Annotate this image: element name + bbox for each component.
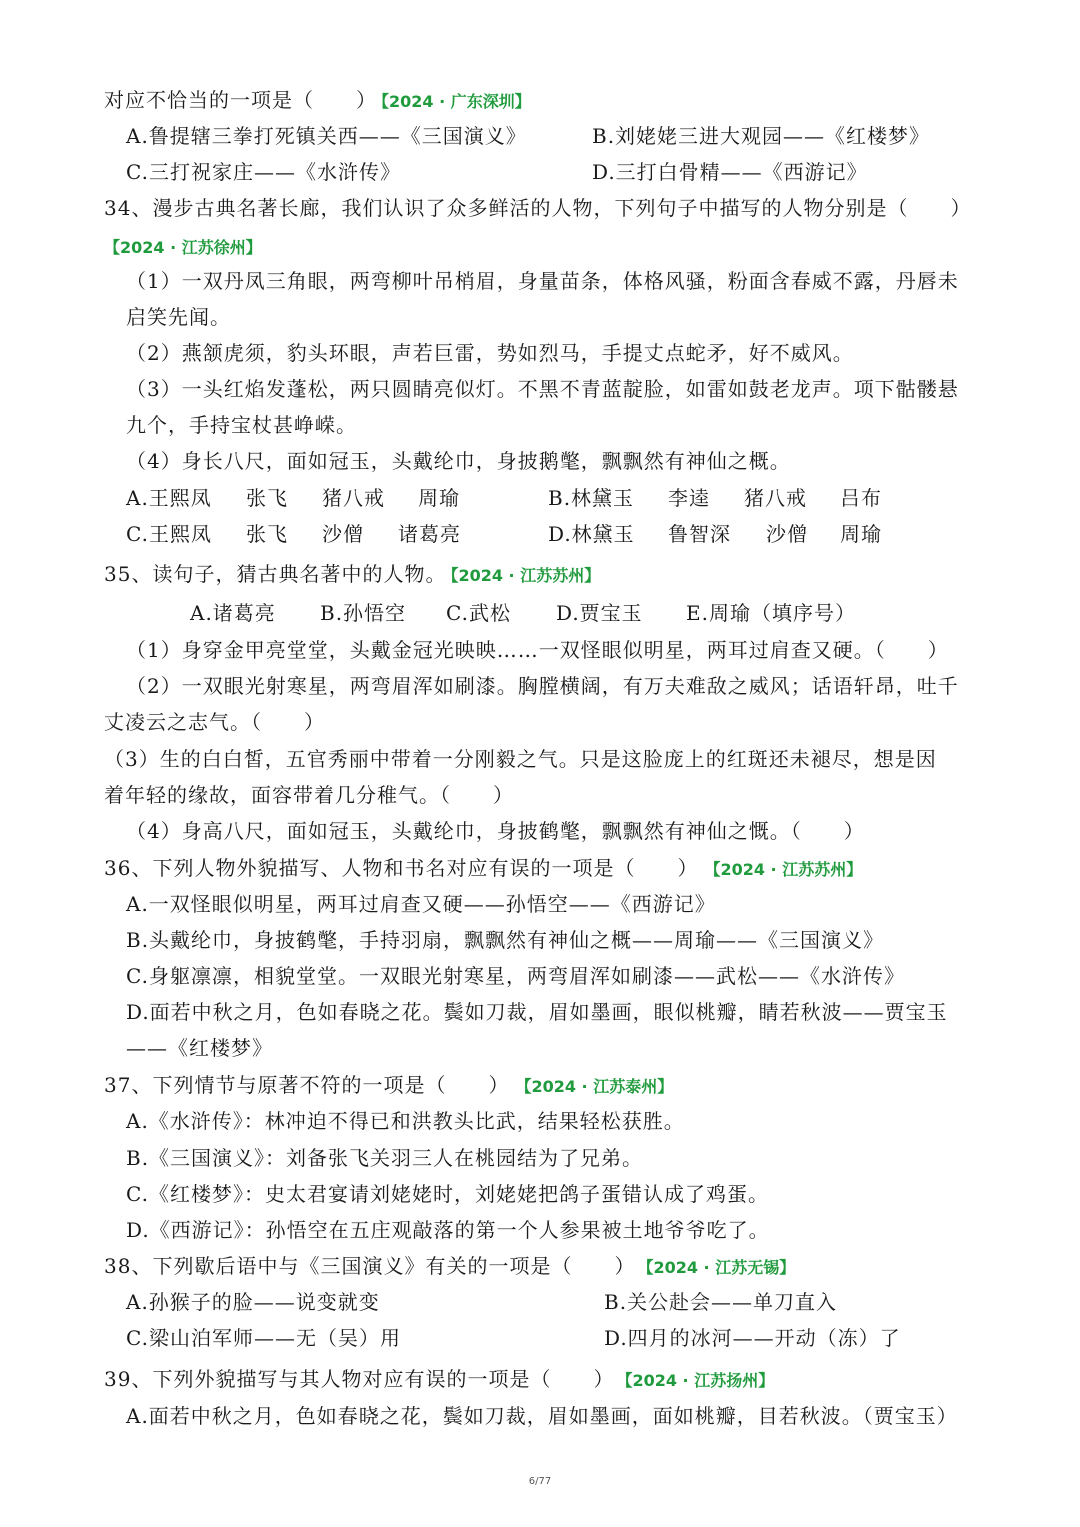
q36-option-b: B.头戴纶巾，身披鹤氅，手持羽扇，飘飘然有神仙之概——周瑜——《三国演义》	[126, 928, 885, 952]
source-tag: 【2024 · 江苏无锡】	[645, 1258, 796, 1277]
q35-sentence-2-cont: 丈凌云之志气。（ ）	[104, 710, 325, 734]
q34-sentence-4: （4）身长八尺，面如冠玉，头戴纶巾，身披鹅氅，飘飘然有神仙之概。	[126, 449, 791, 473]
q34-option-d: D.林黛玉 鲁智深 沙僧 周瑜	[548, 522, 882, 546]
source-tag: 【2024 · 江苏扬州】	[624, 1371, 775, 1390]
q34-sentence-2: （2）燕颔虎须，豹头环眼，声若巨雷，势如烈马，手提丈点蛇矛，好不威风。	[126, 341, 854, 365]
q37-option-d: D.《西游记》：孙悟空在五庄观敲落的第一个人参果被土地爷爷吃了。	[126, 1218, 770, 1242]
q34-sentence-1-cont: 启笑先闻。	[126, 305, 231, 329]
source-tag: 【2024 · 广东深圳】	[381, 92, 531, 111]
q37-option-a: A.《水浒传》：林冲迫不得已和洪教头比武，结果轻松获胜。	[126, 1109, 685, 1133]
q33-option-c: C.三打祝家庄——《水浒传》	[126, 160, 401, 184]
q34-sentence-3: （3）一头红焰发蓬松，两只圆睛亮似灯。不黑不青蓝靛脸，如雷如鼓老龙声。项下骷髅悬	[126, 377, 959, 401]
source-tag: 【2024 · 江苏苏州】	[450, 566, 601, 585]
q36-option-d-cont: ——《红楼梦》	[126, 1036, 273, 1060]
q35-choices: A.诸葛亮 B.孙悟空 C.武松 D.贾宝玉 E.周瑜（填序号）	[190, 601, 856, 625]
q36-option-a: A.一双怪眼似明星，两耳过肩查又硬——孙悟空——《西游记》	[126, 892, 716, 916]
q33-option-d: D.三打白骨精——《西游记》	[592, 160, 868, 184]
q36-option-c: C.身躯凛凛，相貌堂堂。一双眼光射寒星，两弯眉浑如刷漆——武松——《水浒传》	[126, 964, 905, 988]
q33-option-a: A.鲁提辖三拳打死镇关西——《三国演义》	[126, 124, 527, 148]
q36-stem: 36、下列人物外貌描写、人物和书名对应有误的一项是（ ） 【2024 · 江苏苏州】	[104, 856, 863, 880]
q38-option-a: A.孙猴子的脸——说变就变	[126, 1290, 380, 1314]
q35-sentence-4: （4）身高八尺，面如冠玉，头戴纶巾，身披鹤氅，飘飘然有神仙之慨。（ ）	[126, 819, 865, 843]
q39-option-a: A.面若中秋之月，色如春晓之花，鬓如刀裁，眉如墨画，面如桃瓣，目若秋波。（贾宝玉）	[126, 1404, 958, 1428]
q38-option-c: C.梁山泊军师——无（吴）用	[126, 1326, 401, 1350]
q37-stem: 37、下列情节与原著不符的一项是（ ） 【2024 · 江苏泰州】	[104, 1073, 674, 1097]
q37-option-b: B.《三国演义》：刘备张飞关羽三人在桃园结为了兄弟。	[126, 1146, 644, 1170]
q38-option-d: D.四月的冰河——开动（冻）了	[604, 1326, 901, 1350]
q36-option-d: D.面若中秋之月，色如春晓之花。鬓如刀裁，眉如墨画，眼似桃瓣，睛若秋波——贾宝玉	[126, 1000, 948, 1024]
q34-stem: 34、漫步古典名著长廊，我们认识了众多鲜活的人物，下列句子中描写的人物分别是（ ）	[104, 196, 972, 220]
q35-sentence-3-cont: 着年轻的缘故，面容带着几分稚气。（ ）	[104, 783, 514, 807]
q35-stem: 35、读句子，猜古典名著中的人物。 【2024 · 江苏苏州】	[104, 562, 601, 586]
q38-stem: 38、下列歇后语中与《三国演义》有关的一项是（ ） 【2024 · 江苏无锡】	[104, 1254, 796, 1278]
q38-option-b: B.关公赴会——单刀直入	[604, 1290, 838, 1314]
q33-option-b: B.刘姥姥三进大观园——《红楼梦》	[592, 124, 931, 148]
q34-option-c: C.王熙凤 张飞 沙僧 诸葛亮	[126, 522, 461, 546]
q34-source-tag: 【2024 · 江苏徐州】	[104, 238, 262, 257]
q35-sentence-3: （3）生的白白皙，五官秀丽中带着一分刚毅之气。只是这脸庞上的红斑还未褪尽，想是因	[104, 747, 937, 771]
q33-stem: 对应不恰当的一项是（ ） 【2024 · 广东深圳】	[104, 88, 531, 112]
q39-stem: 39、下列外貌描写与其人物对应有误的一项是（ ） 【2024 · 江苏扬州】	[104, 1367, 775, 1391]
source-tag: 【2024 · 江苏泰州】	[523, 1077, 674, 1096]
q35-sentence-1: （1）身穿金甲亮堂堂，头戴金冠光映映……一双怪眼似明星，两耳过肩查又硬。（ ）	[126, 638, 949, 662]
q34-sentence-1: （1）一双丹凤三角眼，两弯柳叶吊梢眉，身量苗条，体格风骚，粉面含春威不露，丹唇未	[126, 269, 959, 293]
q34-option-b: B.林黛玉 李逵 猪八戒 吕布	[548, 486, 882, 510]
q37-option-c: C.《红楼梦》：史太君宴请刘姥姥时，刘姥姥把鸽子蛋错认成了鸡蛋。	[126, 1182, 769, 1206]
q34-option-a: A.王熙凤 张飞 猪八戒 周瑜	[126, 486, 460, 510]
source-tag: 【2024 · 江苏苏州】	[712, 860, 863, 879]
q35-sentence-2: （2）一双眼光射寒星，两弯眉浑如刷漆。胸膛横阔，有万夫难敌之威风；话语轩昂，吐千	[126, 674, 959, 698]
q34-sentence-3-cont: 九个，手持宝杖甚峥嵘。	[126, 413, 357, 437]
page-number: 6/77	[528, 1476, 552, 1487]
